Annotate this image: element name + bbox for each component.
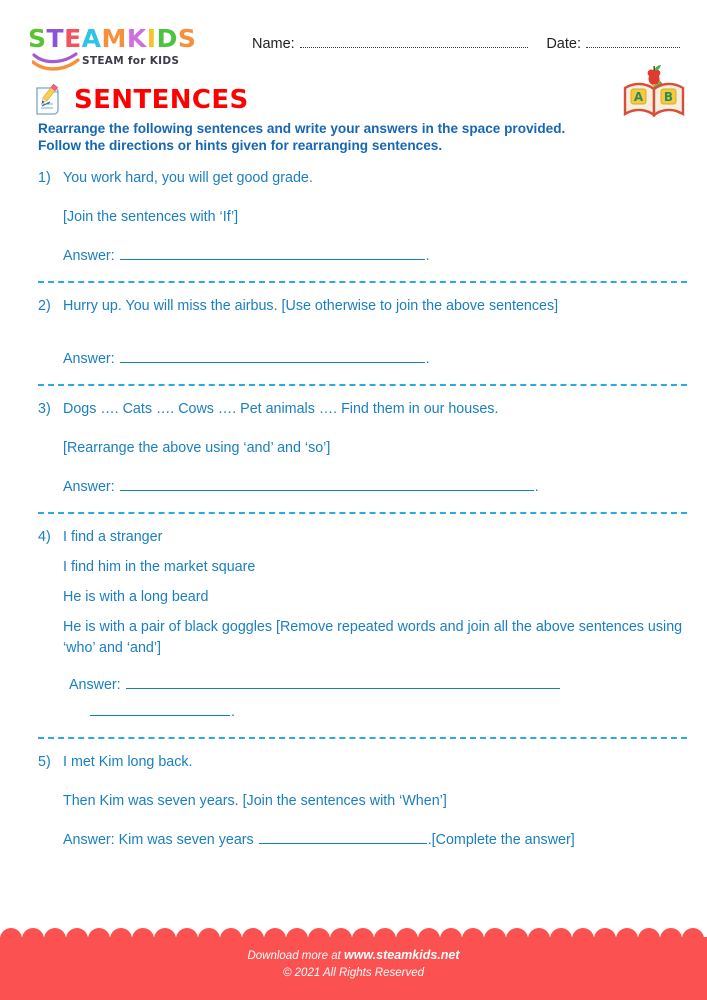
- question-separator: [38, 512, 687, 514]
- date-input-line[interactable]: [586, 36, 680, 48]
- footer-download-label: Download more at: [247, 950, 344, 962]
- answer-row: [63, 477, 687, 498]
- footer-site-link[interactable]: www.steamkids.net: [343, 948, 460, 962]
- answer-blank[interactable]: [259, 830, 427, 844]
- question-1: [38, 168, 687, 283]
- question-text: He is with a pair of black goggles [Remove repeated words and join all the above sentences using ‘who’ and ‘and’]: [63, 619, 683, 656]
- answer-suffix: .: [231, 704, 235, 720]
- steam-kids-logo[interactable]: [28, 26, 233, 72]
- footer-text: [0, 947, 707, 982]
- question-number: 1): [38, 170, 51, 186]
- answer-suffix: .[Complete the answer]: [427, 832, 575, 848]
- question-3: [38, 399, 687, 514]
- name-date-row: [252, 36, 682, 58]
- logo-tagline: STEAM for KIDS: [82, 55, 180, 67]
- swoosh-icon: [32, 51, 80, 71]
- answer-row: [63, 246, 687, 267]
- logo-letter: E: [64, 24, 82, 53]
- footer-download-line: [0, 947, 707, 965]
- name-input-line[interactable]: [300, 36, 528, 48]
- logo-letter: I: [146, 24, 157, 53]
- answer-blank[interactable]: [120, 246, 425, 260]
- question-5: [38, 752, 687, 851]
- answer-label: Answer:: [63, 479, 115, 495]
- page-footer: [0, 937, 707, 1000]
- question-text: Then Kim was seven years. [Join the sentences with ‘When’]: [63, 793, 447, 809]
- answer-suffix: .: [534, 479, 539, 495]
- answer-suffix: .: [425, 351, 430, 367]
- answer-row: [63, 675, 687, 696]
- answer-suffix: .: [425, 248, 430, 264]
- question-number: 2): [38, 298, 51, 314]
- answer-row-second: [63, 702, 687, 723]
- logo-letter: D: [156, 24, 178, 53]
- answer-label: Answer:: [63, 351, 115, 367]
- answer-blank[interactable]: [120, 349, 425, 363]
- page-header: [0, 0, 707, 75]
- svg-text:A: A: [633, 90, 644, 104]
- question-text: I find a stranger: [63, 529, 163, 545]
- question-text: He is with a long beard: [63, 589, 209, 605]
- pencil-notepad-icon: [30, 82, 66, 118]
- scallop-edge: [0, 928, 707, 946]
- page-title: SENTENCES: [74, 85, 249, 115]
- question-text: I find him in the market square: [63, 559, 256, 575]
- logo-letter: T: [46, 24, 65, 53]
- question-separator: [38, 384, 687, 386]
- question-text: Hurry up. You will miss the airbus. [Use otherwise to join the above sentences]: [63, 298, 559, 314]
- answer-label: Answer: Kim was seven years: [63, 832, 254, 848]
- question-text: I met Kim long back.: [63, 754, 193, 770]
- footer-copyright: © 2021 All Rights Reserved: [282, 967, 424, 979]
- answer-label: Answer:: [69, 677, 121, 693]
- question-4: [38, 527, 687, 739]
- question-2: [38, 296, 687, 386]
- logo-letter: S: [28, 24, 47, 53]
- question-hint: [Join the sentences with ‘If’]: [63, 209, 239, 225]
- question-number: 3): [38, 401, 51, 417]
- answer-label: Answer:: [63, 248, 115, 264]
- question-number: 4): [38, 529, 51, 545]
- logo-letter: A: [81, 24, 102, 53]
- question-hint: [Rearrange the above using ‘and’ and ‘so’]: [63, 440, 331, 456]
- date-label: Date:: [546, 36, 581, 52]
- answer-row: [63, 349, 687, 370]
- instructions: [38, 120, 683, 154]
- answer-blank-second[interactable]: [90, 702, 230, 716]
- name-label: Name:: [252, 36, 295, 52]
- questions-list: [38, 168, 687, 851]
- logo-letter: S: [177, 24, 197, 53]
- answer-blank[interactable]: [126, 675, 560, 689]
- worksheet-title-row: [30, 80, 249, 120]
- abc-book-icon: [619, 62, 691, 124]
- question-separator: [38, 737, 687, 739]
- question-text: Dogs …. Cats …. Cows …. Pet animals …. Find them in our houses.: [63, 401, 499, 417]
- question-separator: [38, 281, 687, 283]
- instructions-line-1: Rearrange the following sentences and write your answers in the space provided.: [38, 121, 566, 136]
- answer-blank[interactable]: [120, 477, 534, 491]
- logo-letter: M: [101, 24, 127, 53]
- instructions-line-2: Follow the directions or hints given for rearranging sentences.: [38, 138, 443, 153]
- question-text: You work hard, you will get good grade.: [63, 170, 313, 186]
- logo-letter: K: [126, 24, 147, 53]
- svg-text:B: B: [663, 90, 674, 104]
- answer-row: [63, 830, 687, 851]
- logo-wordmark: [28, 26, 233, 52]
- question-number: 5): [38, 754, 51, 770]
